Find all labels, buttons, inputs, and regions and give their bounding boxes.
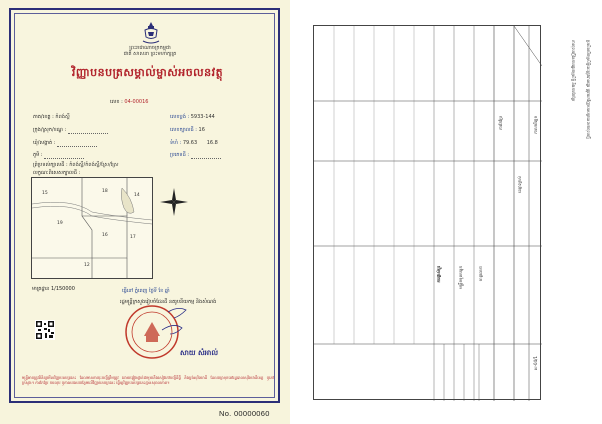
parcel-map [31, 177, 153, 279]
column-header: កាលបរិច្ឆេទ [533, 116, 538, 134]
column-header: មន្ត្រីទទួលបន្ទុក [458, 266, 463, 289]
form-code: ស-04/1 [533, 356, 538, 371]
map-scale: មាត្រដ្ឋាន 1/150000 [32, 286, 75, 292]
minister-title: រដ្ឋមន្ត្រីក្រសួងរៀបចំដែនដី នគរូបនីយកម្ម និងសំណង់ [120, 299, 217, 305]
legal-footnote: មន្ត្រីអាចត្រូវពិនិត្យមើលវិញ្ញាបនបត្រនេះ ដែលមានការចុះបញ្ជីត្រឹមត្រូវ ដោយផ្ទៀងផ្ទាត់ជាមួយនឹងសៀវភៅបញ្ជីដីធ្លី និងប្លង់សុរិយោដី ដែលរក្សាទុកនៅរដ្ឋបាលសុរិយោដីខេត្ត ឬនៅក្រសួង។ ការកែប្រែ ការលុប ឬការសរសេរបន្ថែមលើវិញ្ញាបនបត្រនេះ ធ្វើឲ្យវិញ្ញាបនបត្រនេះគ្មានសុពលភាព។ [22, 375, 274, 385]
registration-page [296, 0, 602, 424]
village-field: ភូមិ : [33, 152, 84, 159]
boundary-field: ព្រំប្រទល់ក្បាលដី : កំពង់ស្ពឺ/កំពង់ស្ពឺ/ស្រែ/ស្រែ [33, 162, 119, 168]
column-header: ឈ្មោះម្ចាស់ [517, 176, 522, 193]
side-note: ការចុះបញ្ជីនៃការផ្ទេរកម្មសិទ្ធិ និងការកែប្រែ [571, 40, 576, 102]
column-header: ហត្ថលេខា [478, 266, 483, 282]
land-type-field: ប្រភេទដី : [170, 152, 221, 159]
map-parcel-label: 16 [102, 233, 108, 238]
certificate-title: វិញ្ញាបនបត្រសម្គាល់ម្ចាស់អចលនវត្ថុ [71, 66, 224, 79]
map-parcel-label: 14 [134, 193, 140, 198]
plan-number-field: លេខប្លង់ : 5933-144 [170, 114, 215, 120]
royal-emblem-icon [141, 21, 161, 45]
column-header: ការកែប្រែ [498, 116, 503, 130]
map-parcel-label: 15 [42, 191, 48, 196]
section-title: ការផ្លាស់ប្តូរ [436, 266, 441, 283]
province-field: ភាគ/ខេត្ត : កំពង់ស្ពឺ [33, 114, 70, 120]
north-arrow-icon [160, 188, 188, 216]
certificate-page [0, 0, 290, 424]
area-field: ទំហំ : 79.63 16.8 [170, 140, 218, 146]
map-parcel-label: 17 [130, 235, 136, 240]
map-parcel-label: 19 [57, 221, 63, 226]
serial-number: No. 00000060 [219, 409, 270, 418]
map-parcel-label: 12 [84, 263, 90, 268]
commune-field: ឃុំ/សង្កាត់ : [33, 140, 97, 147]
map-parcel-label: 18 [102, 189, 108, 194]
certificate-number: លេខ : 04-00016 [110, 99, 149, 105]
district-field: ក្រុង/ស្រុក/ខណ្ឌ : [33, 127, 108, 134]
side-note: ប្រសិនបើកម្មសិទ្ធិនេះត្រូវបានផ្ទេរ ត្រូវយកវិញ្ញាបនបត្រនេះមកចុះបញ្ជី [586, 40, 591, 139]
characteristics-field: លក្ខណៈពិសេសក្បាលដី : [33, 170, 81, 176]
parcel-number-field: លេខក្បាលដី : 16 [170, 127, 205, 133]
registration-table [313, 25, 541, 400]
qr-code-icon [35, 320, 55, 340]
kingdom-heading: ព្រះរាជាណាចក្រកម្ពុជា ជាតិ សាសនា ព្រះមហាក្សត្រ [123, 45, 177, 57]
signer-name: សាយ សំអាល់ [180, 349, 218, 357]
issued-place-date: ធ្វើនៅ ភ្នំពេញ ថ្ងៃទី ខែ ឆ្នាំ [122, 288, 170, 294]
